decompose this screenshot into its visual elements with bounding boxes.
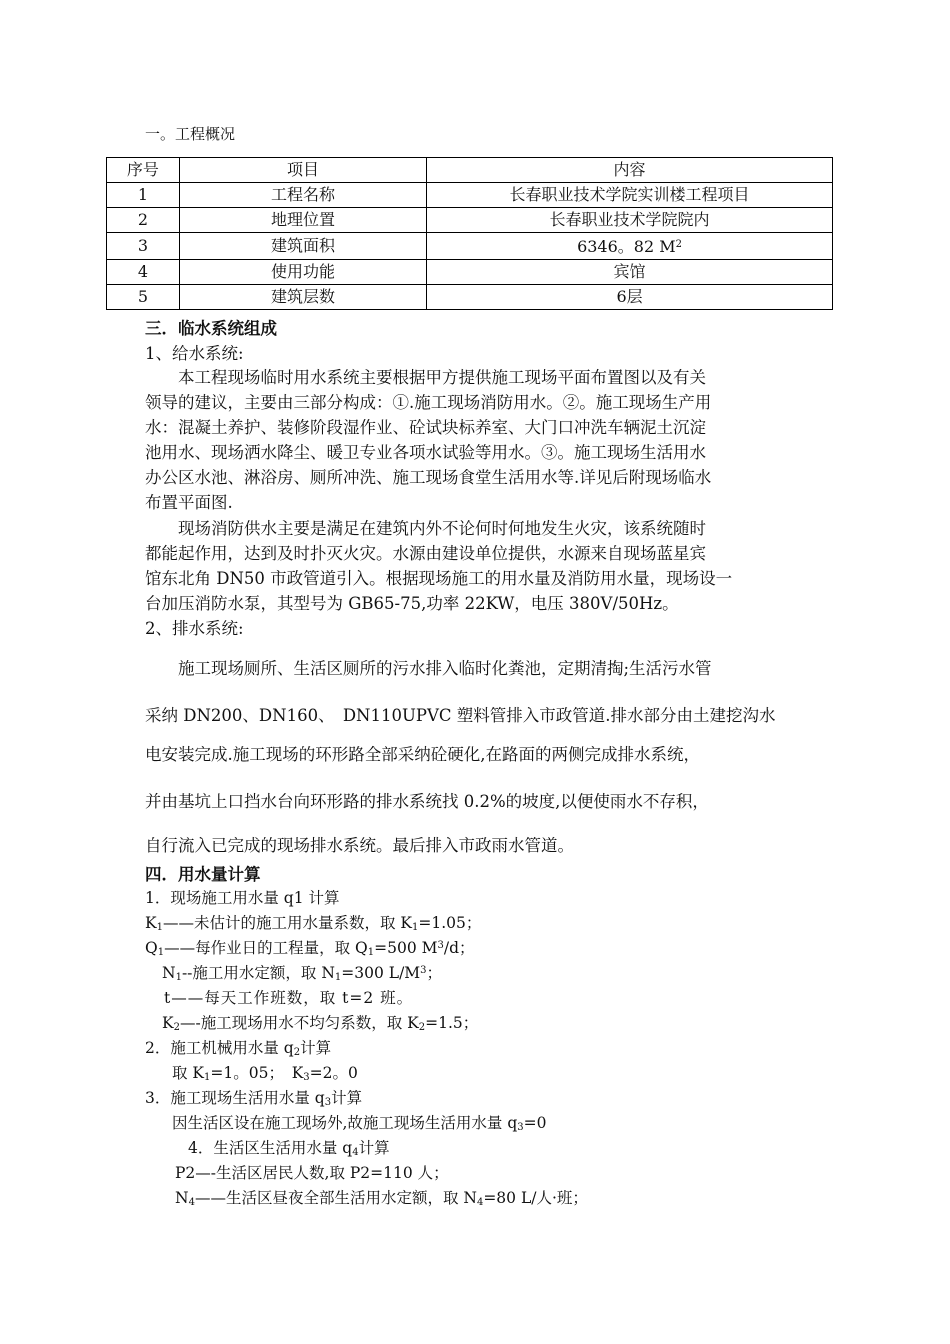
text: =2。0: [309, 1064, 358, 1082]
paragraph-line: 电安装完成.施工现场的环形路全部采纳砼硬化,在路面的两侧完成排水系统，: [145, 745, 700, 764]
table-header-row: [107, 158, 833, 183]
paragraph-line: 自行流入已完成的现场排水系统。最后排入市政雨水管道。: [145, 836, 574, 855]
text: ——未估计的施工用水量系数，取 K: [162, 914, 412, 932]
subscript: 1: [156, 922, 163, 933]
paragraph-line: 领导的建议，主要由三部分构成：①.施工现场消防用水。②。施工现场生产用: [145, 393, 712, 412]
q1-line: [145, 936, 475, 958]
text: —-施工现场用水不均匀系数，取 K: [179, 1014, 419, 1032]
text: =0: [523, 1114, 547, 1132]
subscript: 2: [293, 1047, 301, 1058]
subscript: 1: [334, 972, 342, 983]
t-line: t——每天工作班数，取 t=2 班。: [164, 989, 414, 1007]
text: ——每作业日的工程量，取 Q: [164, 939, 368, 957]
table-cell: 1: [107, 183, 180, 208]
item-4-heading: [188, 1136, 390, 1158]
subscript: 3: [303, 1072, 310, 1083]
text: =1。05； K: [210, 1064, 304, 1082]
subscript: 1: [175, 972, 182, 983]
table-cell: 5: [107, 285, 180, 310]
text: 计算: [358, 1139, 390, 1157]
drain-heading: 2、排水系统:: [145, 619, 244, 638]
n1-line: [162, 961, 442, 983]
paragraph-line: 并由基坑上口挡水台向环形路的排水系统找 0.2%的坡度,以便使雨水不存积，: [145, 792, 709, 811]
table-cell: 6层: [427, 285, 833, 310]
symbol: K: [145, 914, 157, 932]
table-row: [107, 233, 833, 260]
section-4-title: 四．用水量计算: [145, 865, 261, 884]
paragraph-line: 池用水、现场洒水降尘、暖卫专业各项水试验等用水。③。施工现场生活用水: [145, 443, 706, 462]
text: 计算: [331, 1089, 363, 1107]
text: ；: [426, 964, 443, 982]
table-cell: 长春职业技术学院实训楼工程项目: [427, 183, 833, 208]
subscript: 1: [411, 922, 419, 933]
item-1-heading: 1．现场施工用水量 q1 计算: [145, 889, 340, 907]
paragraph-line: 台加压消防水泵，其型号为 GB65-75,功率 22KW，电压 380V/50Hz。: [145, 594, 679, 613]
table-cell: 宾馆: [427, 260, 833, 285]
subscript: 3: [324, 1097, 332, 1108]
paragraph-line: 采纳 DN200、DN160、 DN110UPVC 塑料管排入市政管道.排水部分由土建挖沟水: [145, 706, 776, 725]
section-1-title: 一。工程概况: [145, 125, 236, 143]
paragraph-line: 施工现场厕所、生活区厕所的污水排入临时化粪池，定期清掏;生活污水管: [178, 659, 712, 678]
symbol: Q: [145, 939, 158, 957]
paragraph-line: 本工程现场临时用水系统主要根据甲方提供施工现场平面布置图以及有关: [178, 368, 706, 387]
subscript: 4: [188, 1197, 195, 1208]
text: 3．施工现场生活用水量 q: [145, 1089, 325, 1107]
table-cell: [427, 233, 833, 260]
table-cell: 使用功能: [179, 260, 426, 285]
symbol: K: [162, 1014, 174, 1032]
table-cell: 地理位置: [179, 208, 426, 233]
subscript: 2: [418, 1022, 426, 1033]
subscript: 1: [204, 1072, 211, 1083]
k2-line: [162, 1011, 478, 1033]
table-row: [107, 183, 833, 208]
paragraph-line: 水：混凝土养护、装修阶段湿作业、砼试块标养室、大门口冲洗车辆泥土沉淀: [145, 418, 706, 437]
paragraph-line: 办公区水池、淋浴房、厕所冲洗、施工现场食堂生活用水等.详见后附现场临水: [145, 468, 712, 487]
text: =500 M: [374, 939, 438, 957]
section-3-title: 三．临水系统组成: [145, 319, 277, 338]
header-cell: 项目: [179, 158, 426, 183]
table-cell: 长春职业技术学院院内: [427, 208, 833, 233]
subscript: 4: [352, 1147, 359, 1158]
supply-heading: 1、给水系统:: [145, 344, 244, 363]
table-cell: 3: [107, 233, 180, 260]
item-2-line: [172, 1061, 358, 1083]
table-cell: 工程名称: [179, 183, 426, 208]
header-cell: 序号: [107, 158, 180, 183]
subscript: 2: [173, 1022, 180, 1033]
subscript: 4: [476, 1197, 484, 1208]
text: 4．生活区生活用水量 q: [188, 1139, 353, 1157]
item-3-heading: [145, 1086, 362, 1108]
text: ——生活区昼夜全部生活用水定额，取 N: [194, 1189, 477, 1207]
symbol: N: [175, 1189, 189, 1207]
overview-table: [106, 157, 833, 310]
text: 因生活区设在施工现场外,故施工现场生活用水量 q: [172, 1114, 518, 1132]
text: 2．施工机械用水量 q: [145, 1039, 294, 1057]
superscript: 3: [437, 940, 444, 951]
header-cell: 内容: [427, 158, 833, 183]
superscript: 3: [420, 965, 427, 976]
paragraph-line: 都能起作用，达到及时扑灭火灾。水源由建设单位提供，水源来自现场蓝星宾: [145, 544, 706, 563]
table-row: [107, 285, 833, 310]
p2-line: P2—-生活区居民人数,取 P2=110 人；: [175, 1164, 449, 1182]
subscript: 3: [517, 1122, 524, 1133]
text: =1.5；: [425, 1014, 479, 1032]
subscript: 1: [157, 947, 165, 958]
table-cell: 建筑层数: [179, 285, 426, 310]
text: 计算: [300, 1039, 332, 1057]
area-value: 6346。82 M: [577, 237, 676, 256]
table-cell: 2: [107, 208, 180, 233]
text: =80 L/人·班；: [483, 1189, 588, 1207]
table-cell: 4: [107, 260, 180, 285]
text: /d；: [443, 939, 475, 957]
subscript: 1: [367, 947, 375, 958]
paragraph-line: 现场消防供水主要是满足在建筑内外不论何时何地发生火灾，该系统随时: [178, 519, 706, 538]
n4-line: [175, 1186, 588, 1208]
area-superscript: 2: [675, 239, 682, 250]
table-row: [107, 208, 833, 233]
item-3-line: [172, 1111, 547, 1133]
text: =300 L/M: [341, 964, 421, 982]
item-2-heading: [145, 1036, 331, 1058]
text: 取 K: [172, 1064, 205, 1082]
table-row: [107, 260, 833, 285]
paragraph-line: 布置平面图.: [145, 493, 233, 512]
paragraph-line: 馆东北角 DN50 市政管道引入。根据现场施工的用水量及消防用水量，现场设一: [145, 569, 733, 588]
text: --施工用水定额，取 N: [181, 964, 335, 982]
table-cell: 建筑面积: [179, 233, 426, 260]
text: =1.05；: [418, 914, 482, 932]
symbol: N: [162, 964, 176, 982]
k1-line: [145, 911, 481, 933]
